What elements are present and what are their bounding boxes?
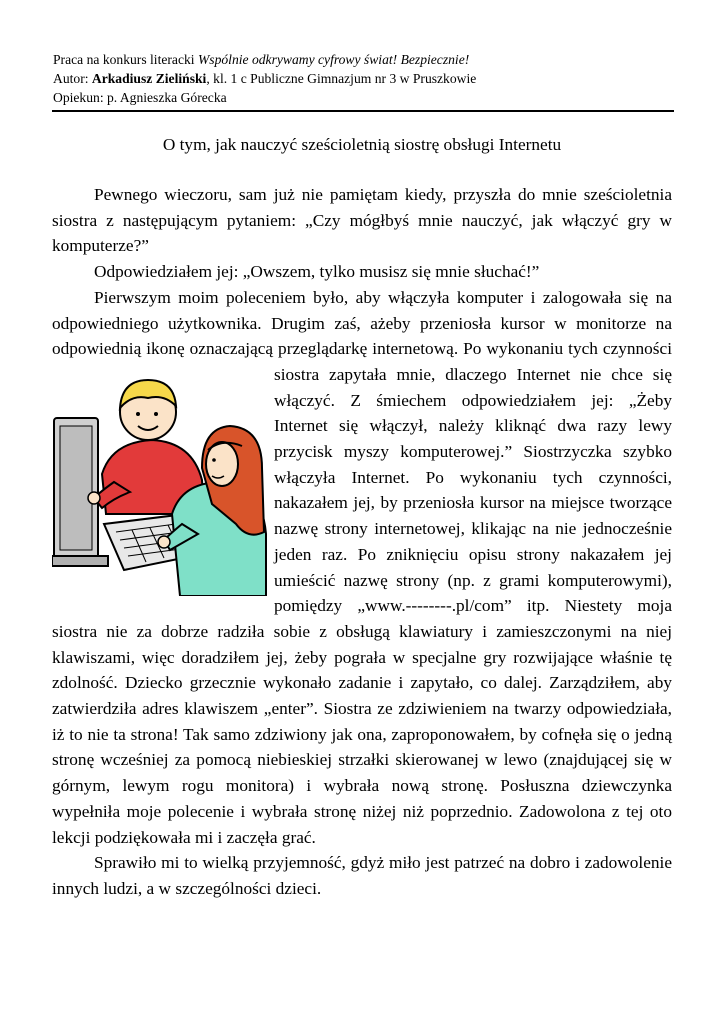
page-title: O tym, jak nauczyć sześcioletnią siostrę obsługi Internetu: [162, 135, 562, 154]
author-line: [53, 69, 673, 88]
paragraph-3: [52, 285, 672, 850]
contest-label: Praca na konkurs literacki: [53, 52, 198, 67]
author-label: Autor:: [53, 71, 92, 86]
author-name: Arkadiusz Zieliński: [91, 71, 207, 86]
story-body: [52, 182, 672, 902]
document-header: [53, 50, 673, 107]
contest-name: Wspólnie odkrywamy cyfrowy świat! Bezpiecznie!: [197, 52, 470, 67]
paragraph-2: Odpowiedziałem jej: „Owszem, tylko musisz się mnie słuchać!”: [94, 262, 540, 282]
paragraph-4: Sprawiło mi to wielką przyjemność, gdyż miło jest patrzeć na dobro i zadowolenie innych ludzi, a w szczególności dzieci.: [52, 853, 672, 898]
paragraph-1: Pewnego wieczoru, sam już nie pamiętam kiedy, przyszła do mnie sześcioletnia siostra z następującym pytaniem: „Czy mógłbyś mnie nauczyć, jak włączyć gry w komputerze?”: [52, 185, 672, 256]
children-at-computer-illustration: [52, 364, 268, 596]
paragraph-3-continued: włączyć. Z śmiechem odpowiedziałem jej: „Żeby Internet się włączył, należy kliknąć dwa razy lewy przycisk myszy komputerowej.” Siostrzyczka szybko włączyła Internet. Po wykonaniu tych czynności, nakazałem jej, by przeniosła kursor na miejsce tworzące nazwę strony internetowej, klikając na nie jednocześnie jeden raz. Po zniknięciu opisu strony nakazałem jej umieścić nazwę strony (np. z grami komputerowymi), pomiędzy „www.--------.pl/com” itp. Niestety moja siostra nie za dobrze radziła sobie z obsługą klawiatury i zamieszczonymi na niej klawiszami, więc doradziłem jej, żeby pograła w specjalne gry rozwijające właśnie tę zdolność. Dziecko grzecznie wykonało zadanie i zapytało, co dalej. Zarządziłem, aby zatwierdziła adres klawiszem „enter”. Siostra ze zdziwieniem na twarzy odpowiedziała, iż to nie ta strona! Tak samo zdziwiony jak ona, zaproponowałem, by cofnęła się o jedną stronę wcześniej za pomocą niebieskiej strzałki skierowanej w lewo (znajdującej się w górnym, lewym rogu monitora) i wybrała nową stronę. Posłuszna dziewczynka wypełniła moje polecenie i wybrała stronę niżej niż poprzednio. Zadowolona z tej oto lekcji podziękowała mi i zaczęła grać.: [52, 390, 672, 847]
paragraph-3-start: Pierwszym moim poleceniem było, aby włączyła komputer i zalogowała się na odpowiedniego użytkownika. Drugim zaś, ażeby przeniosła kursor w monitorze na odpowiednią ikonę oznaczającą przeglądarkę internetową. Po wykonaniu tych czynności siostra zapytała mnie, dlaczego Internet nie chce się: [52, 287, 672, 384]
header-divider: [52, 110, 674, 112]
supervisor-line: Opiekun: p. Agnieszka Górecka: [53, 90, 227, 105]
children-at-computer-icon: [52, 364, 268, 596]
contest-line: [53, 50, 673, 69]
author-school: , kl. 1 c Publiczne Gimnazjum nr 3 w Pruszkowie: [206, 71, 477, 86]
